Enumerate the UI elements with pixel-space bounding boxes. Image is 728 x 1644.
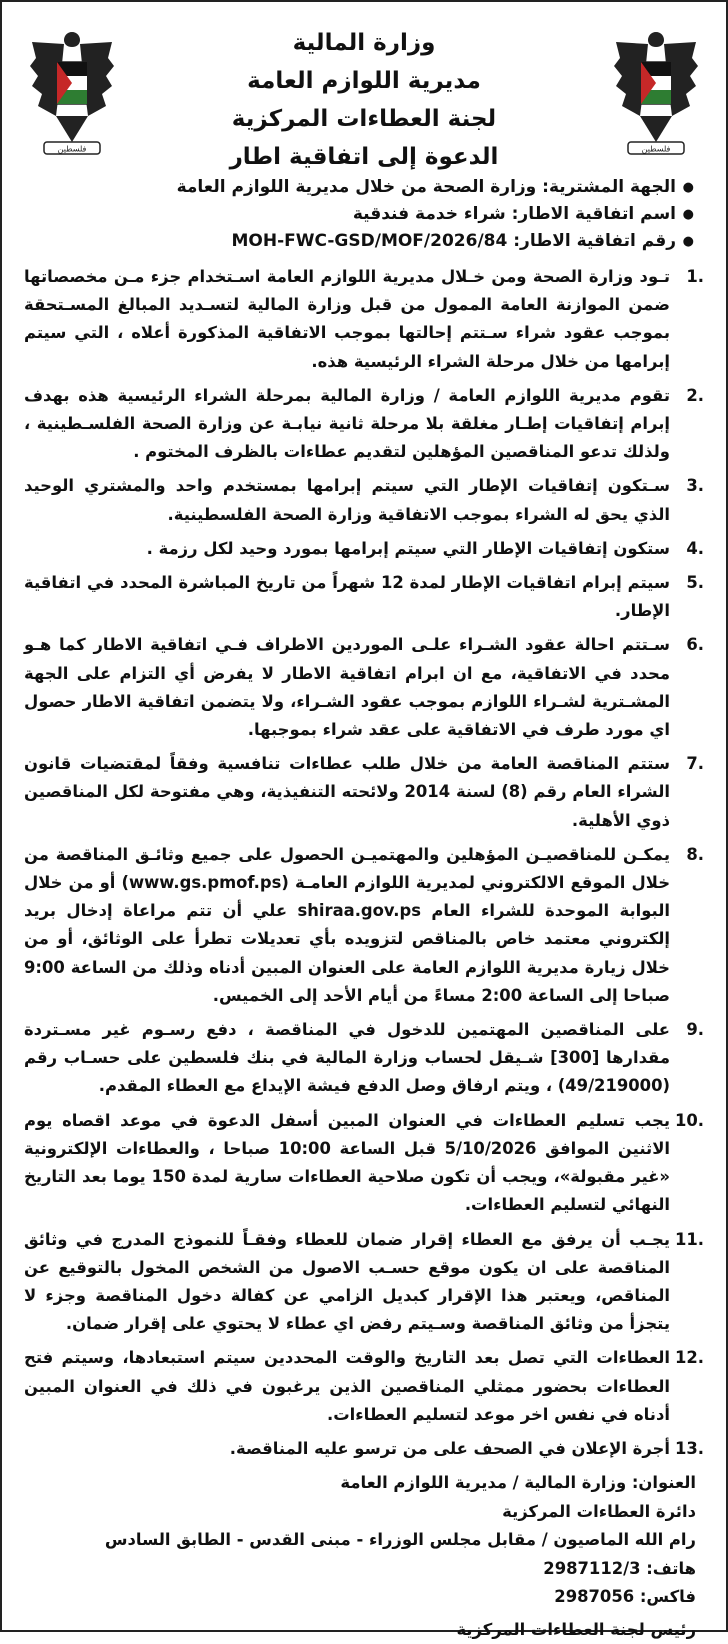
term-item: [24, 750, 704, 835]
header: [2, 2, 726, 174]
term-text: على المناقصين المهتمين للدخول في المناقصة ، دفع رسـوم غير مسـتردة مقدارها [300] شـيقل لحساب وزارة المالية في بنك فلسطين على حسـاب رقم (49/219000) ، ويتم ارفاق وصل الدفع فيشة الإيداع مع العطاء المقدم.: [24, 1020, 670, 1096]
agreement-name-line: ● اسم اتفاقية الاطار: شراء خدمة فندقية: [22, 201, 694, 228]
phone-line: هاتف: 2987112/3: [543, 1558, 696, 1578]
term-item: [24, 841, 704, 1010]
term-text: سيتم إبرام اتفاقيات الإطار لمدة 12 شهراً من تاريخ المباشرة المحدد في اتفاقية الإطار.: [24, 573, 670, 621]
palestine-eagle-emblem-left: [26, 24, 118, 159]
directorate-name: مديرية اللوازم العامة: [247, 68, 481, 94]
announcement-title: الدعوة إلى اتفاقية اطار: [229, 144, 499, 170]
fax-line: فاكس: 2987056: [554, 1587, 696, 1607]
term-item: [24, 1344, 704, 1429]
term-number: .7: [686, 754, 704, 774]
term-text: سـتتم احالة عقود الشـراء علـى الموردين الاطراف فـي اتفاقية الاطار كما هـو محدد في الاتفاقية، مع ان ابرام اتفاقية الاطار لا يفرض أي التزام على الجهة المشـترية لشـراء اللوازم بموجب عقود الشـراء، ولا يتضمن اتفاقية الاطار حصول اي مورد طرف في الاتفاقية على عقد شراء بموجبها.: [24, 635, 670, 740]
term-item: [24, 569, 704, 625]
term-item: [24, 263, 704, 376]
term-number: .9: [686, 1020, 704, 1040]
palestine-eagle-emblem-right: [610, 24, 702, 159]
term-number: .5: [686, 573, 704, 593]
term-text: تقوم مديرية اللوازم العامة / وزارة المالية بمرحلة الشراء الرئيسية هذه بهدف إبرام إتفاقيات إطـار مغلقة بلا مرحلة ثانية نيابـة عن وزارة الصحة الفلسـطينية ، ولذلك تدعو المناقصين المؤهلين لتقديم عطاءات بالظرف المختوم .: [24, 385, 670, 462]
term-number: .13: [674, 1438, 704, 1458]
term-item: [24, 472, 704, 528]
term-item: [24, 1107, 704, 1220]
address-line-2: دائرة العطاءات المركزية: [502, 1501, 696, 1521]
agreement-number-label: رقم اتفاقية الاطار:: [513, 231, 676, 251]
term-number: .11: [674, 1229, 704, 1249]
address-line-3: رام الله الماصيون / مقابل مجلس الوزراء - مبنى القدس - الطابق السادس: [104, 1530, 696, 1550]
ministry-name: وزارة المالية: [292, 30, 436, 56]
buyer-line: ● الجهة المشترية: وزارة الصحة من خلال مديرية اللوازم العامة: [22, 174, 694, 201]
term-text: يجب تسليم العطاءات في العنوان المبين أسفل الدعوة في موعد اقصاه يوم الاثنين الموافق 5/10/2026 قبل الساعة 10:00 صباحا ، والعطاءات الإلكترونية «غير مقبولة»، ويجب أن تكون صلاحية العطاءات سارية لمدة 150 يوما بعد التاريخ النهائي لتسليم العطاءات.: [24, 1110, 671, 1215]
term-number: .12: [674, 1348, 704, 1368]
term-number: .10: [674, 1110, 704, 1130]
term-item: [24, 535, 704, 563]
term-text: سـتكون إتفاقيات الإطار التي سيتم إبرامها بمستخدم واحد والمشتري الوحيد الذي يحق له الشراء بموجب الاتفاقية وزارة الصحة الفلسطينية.: [24, 476, 670, 524]
committee-name: لجنة العطاءات المركزية: [231, 106, 497, 132]
term-text: أجرة الإعلان في الصحف على من ترسو عليه المناقصة.: [229, 1438, 670, 1458]
term-text: يجـب أن يرفق مع العطاء إقرار ضمان للعطاء وفقـاً للنموذج المدرج في وثائق المناقصة على ان يكون موقع حسـب الاصول من الشخص المخول بالتوقيع عن المناقص، ويعتبر هذا الإقرار كبديل الزامي عن كفالة دخول المناقصة وجزء لا يتجزأ من وثائق المناقصة وسـيتم رفض اي عطاء لا يحتوي على إقرار ضمان.: [24, 1229, 670, 1334]
term-number: .3: [686, 476, 704, 496]
term-text: ستكون إتفاقيات الإطار التي سيتم إبرامها بمورد وحيد لكل رزمة .: [146, 538, 670, 558]
term-item: [24, 1016, 704, 1101]
emblem-caption: فلسطين: [641, 144, 671, 154]
address-line-1: العنوان: وزارة المالية / مديرية اللوازم العامة: [340, 1473, 696, 1493]
term-item: [24, 382, 704, 467]
term-number: .1: [686, 267, 704, 286]
agreement-info: [22, 174, 694, 255]
term-item: [24, 1226, 704, 1339]
agreement-number: MOH-FWC-GSD/MOF/2026/84: [231, 231, 508, 251]
terms-list: [24, 263, 704, 1463]
term-text: العطاءات التي تصل بعد التاريخ والوقت المحددين سيتم استبعادها، وسيتم فتح العطاءات بحضور ممثلي المناقصين الذين يرغبون في ذلك في العنوان المبين أدناه في نفس اخر موعد لتسليم العطاءات.: [24, 1348, 670, 1424]
contact-footer: [26, 1469, 696, 1644]
term-text: يمكـن للمناقصيـن المؤهلين والمهتميـن الحصول على جميع وثائـق المناقصة من خلال الموقع الالكتروني لمديرية اللوازم العامـة (www.gs.pmof.ps) أو من خلال البوابة الموحدة للشراء العام shiraa.gov.ps علي أن تتم مراعاة إدخال بريد إلكتروني معتمد خاص بالمناقص لتزويده بأي تعديلات تطرأ على الوثائق، أو من خلال زيارة مديرية اللوازم العامة على العنوان المبين أدناه وذلك من الساعة 9:00 صباحا إلى الساعة 2:00 مساءً من أيام الأحد إلى الخميس.: [24, 844, 671, 1005]
term-text: ستتم المناقصة العامة من خلال طلب عطاءات تنافسية وفقاً لمقتضيات قانون الشراء العام رقم (8) لسنة 2014 ولائحته التنفيذية، وهي مفتوحة لكل المناقصين ذوي الأهلية.: [24, 754, 670, 830]
header-titles: [132, 24, 596, 176]
term-number: .8: [686, 844, 704, 864]
agreement-number-line: [22, 228, 694, 255]
term-item: [24, 1435, 704, 1463]
term-item: [24, 631, 704, 744]
term-number: .4: [686, 538, 704, 558]
term-number: .2: [686, 385, 704, 405]
term-text: تـود وزارة الصحة ومن خـلال مديرية اللوازم العامة اسـتخدام جزء مـن مخصصاتها ضمن الموازنة العامة الممول من قبل وزارة المالية لتسـديد المبالغ المسـتحقة بموجب عقود شراء سـتتم إحالتها بموجب الاتفاقية المذكورة أعلاه ، التي سيتم إبرامها من خلال مرحلة الشراء الرئيسية هذه.: [24, 267, 670, 371]
signature-line: رئيس لجنة العطاءات المركزية: [456, 1619, 696, 1639]
term-number: .6: [686, 635, 704, 655]
emblem-caption: فلسطين: [57, 144, 87, 154]
